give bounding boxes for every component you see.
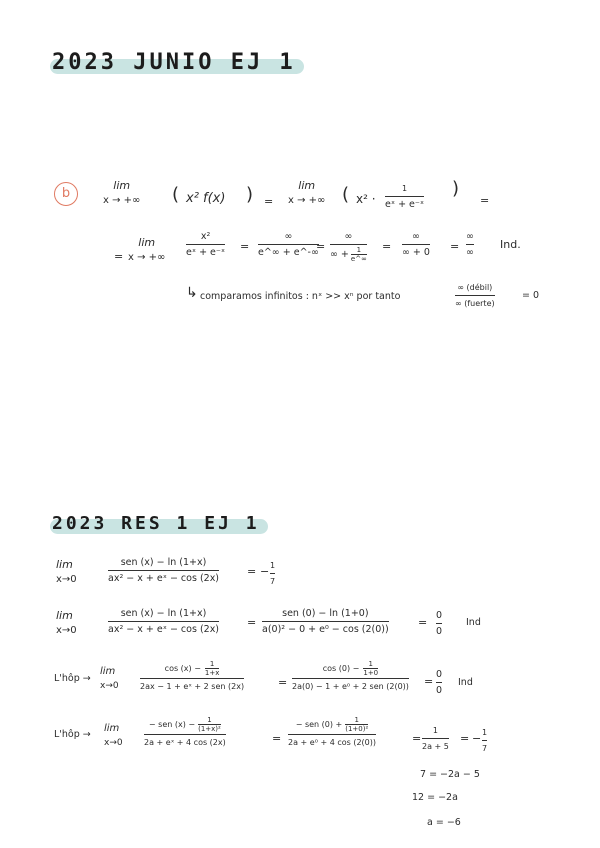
equals: = (418, 616, 428, 629)
paren-close: ) (246, 184, 254, 205)
paren-open: ( (172, 184, 180, 205)
limit-operator: lim x→0 (56, 609, 77, 636)
hook-arrow-icon: ↳ (186, 285, 198, 301)
fraction: 1 2a + 5 (422, 726, 449, 751)
limit-operator: lim x → +∞ (128, 236, 166, 263)
equals: = (247, 565, 257, 578)
fraction: sen (0) − ln (1+0) a(0)² − 0 + e⁰ − cos (2(0)) (262, 608, 389, 635)
limit-operator: lim x→0 (100, 666, 119, 691)
equals: = (450, 240, 460, 253)
fraction: ∞ e^∞ + e^-∞ (258, 231, 319, 258)
fraction: sen (x) − ln (1+x) ax² − x + eˣ − cos (2x) (108, 557, 220, 584)
equals: = (424, 675, 434, 688)
paren-close: ) (452, 178, 460, 199)
indeterminate-label: Ind. (500, 238, 521, 251)
equals: = (272, 732, 282, 745)
part-b-circle: b (54, 182, 78, 206)
section1-heading: 2023 JUNIO EJ 1 (52, 50, 296, 75)
fraction: x² eˣ + e⁻ˣ (186, 231, 226, 258)
indeterminate-label: Ind (466, 617, 481, 628)
fraction: 1 7 (482, 728, 488, 753)
fraction: ∞ ∞ + 0 (402, 231, 430, 258)
fraction: sen (x) − ln (1+x) ax² − x + eˣ − cos (2x) (108, 608, 220, 635)
fraction: − sen (0) + 1 (1+0)² 2a + e⁰ + 4 cos (2(0)) (288, 716, 376, 747)
expression-x2fx: x² f(x) (186, 191, 226, 206)
note-text: comparamos infinitos : nˣ >> xⁿ por tanto (200, 291, 401, 302)
equals: = (264, 195, 274, 208)
indeterminate-label: Ind (458, 677, 473, 688)
limit-operator: lim x→0 (56, 558, 77, 585)
fraction: cos (x) − 1 1+x 2ax − 1 + eˣ + 2 sen (2x) (140, 660, 245, 691)
equation-line: 7 = −2a − 5 (420, 769, 480, 780)
fraction: ∞ (débil) ∞ (fuerte) (455, 283, 495, 308)
paren-open: ( (342, 184, 350, 205)
fraction: 1 7 (270, 561, 276, 586)
limit-operator: lim x → +∞ (288, 179, 326, 206)
limit-operator: lim x→0 (104, 723, 123, 748)
fraction: cos (0) − 1 1+0 2a(0) − 1 + e⁰ + 2 sen (2(0)) (292, 660, 409, 691)
result: = 0 (522, 290, 540, 301)
equals: = (316, 240, 326, 253)
fraction: 1 eˣ + e⁻ˣ (385, 184, 425, 210)
equals: = (480, 194, 490, 207)
equals: = (460, 732, 470, 745)
equation-result: a = −6 (427, 817, 461, 828)
equals: = (240, 240, 250, 253)
equals: = (412, 732, 422, 745)
section2-heading: 2023 RES 1 EJ 1 (52, 510, 260, 535)
lhopital-label: L'hôp → (54, 673, 91, 684)
fraction: − sen (x) − 1 (1+x)² 2a + eˣ + 4 cos (2x) (144, 716, 226, 747)
fraction: 0 0 (436, 610, 443, 637)
limit-operator: lim x → +∞ (103, 179, 141, 206)
minus-sign: − (260, 565, 270, 578)
x-squared-times: x² · (356, 192, 376, 206)
lhopital-label: L'hôp → (54, 729, 91, 740)
equals: = (382, 240, 392, 253)
fraction: 0 0 (436, 669, 443, 696)
equals: = (247, 616, 257, 629)
fraction: ∞ ∞ (466, 231, 474, 258)
equation-line: 12 = −2a (412, 792, 458, 803)
equals: = (278, 676, 288, 689)
fraction: ∞ ∞ + 1 e^∞ (330, 231, 367, 263)
equals: = (114, 250, 124, 263)
minus-sign: − (472, 732, 482, 745)
